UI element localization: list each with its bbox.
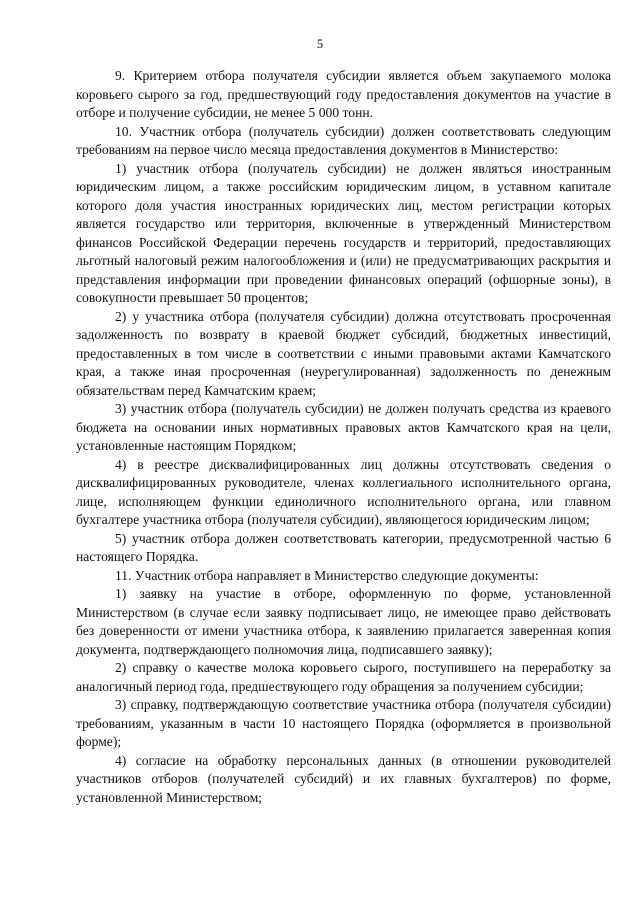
requirement-item-1: 1) участник отбора (получатель субсидии) не должен являться иностранным юридическим лицом, а также российским юридическим лицом, в уставном капитале которого доля участия иностранных юридических лиц, местом регистрации которых является государство или территория, включенные в утвержденный Министерством финансов Российской Федерации перечень государств и территорий, предоставляющих льготный налоговый режим налогообложения и (или) не предусматривающих раскрытия и представления информации при проведении финансовых операций (офшорные зоны), в совокупности превышает 50 процентов; [76, 160, 611, 305]
document-item-1: 1) заявку на участие в отборе, оформленную по форме, установленной Министерством (в случае если заявку подписывает лицо, не имеющее право действовать без доверенности от имени участника отбора, к заявлению прилагается заверенная копия документа, подтверждающего полномочия лица, подписавшего заявку); [76, 586, 611, 657]
requirement-item-5: 5) участник отбора должен соответствовать категории, предусмотренной частью 6 настоящего Порядка. [76, 530, 611, 564]
document-item-4: 4) согласие на обработку персональных данных (в отношении руководителей участников отборов (получателей субсидий) и их главных бухгалтеров) по форме, установленной Министерством; [76, 752, 611, 805]
requirement-item-4: 4) в реестре дисквалифицированных лиц должны отсутствовать сведения о дисквалифицированных руководителе, членах коллегиального исполнительного органа, лице, исполняющем функции единоличного исполнительного органа, или главном бухгалтере участника отбора (получателя субсидии), являющегося юридическим лицом; [76, 456, 611, 527]
paragraph-10-requirements: 10. Участник отбора (получатель субсидии) должен соответствовать следующим требованиям на первое число месяца предоставления документов в Министерство: [76, 123, 611, 157]
document-body [76, 67, 611, 807]
requirement-item-3: 3) участник отбора (получатель субсидии) не должен получать средства из краевого бюджета на основании иных нормативных правовых актов Камчатского края на цели, установленные настоящим Порядком; [76, 401, 611, 453]
paragraph-9-criterion: 9. Критерием отбора получателя субсидии является объем закупаемого молока коровьего сырого за год, предшествующий году предоставления документов на участие в отборе и получение субсидии, не менее 5 000 тонн. [76, 68, 611, 120]
page-number: 5 [316, 37, 324, 51]
paragraph-11-documents: 11. Участник отбора направляет в Министерство следующие документы: [115, 567, 539, 583]
requirement-item-2: 2) у участника отбора (получателя субсидии) должна отсутствовать просроченная задолженность по возврату в краевой бюджет субсидий, бюджетных инвестиций, предоставленных в том числе в соответствии с иными правовыми актами Камчатского края, а также иная просроченная (неурегулированная) задолженность по денежным обязательствам перед Камчатским краем; [76, 308, 611, 398]
document-item-3: 3) справку, подтверждающую соответствие участника отбора (получателя субсидии) требованиям, указанным в части 10 настоящего Порядка (оформляется в произвольной форме); [76, 697, 611, 749]
document-item-2: 2) справку о качестве молока коровьего сырого, поступившего на переработку за аналогичный период года, предшествующего году обращения за получением субсидии; [76, 660, 611, 694]
